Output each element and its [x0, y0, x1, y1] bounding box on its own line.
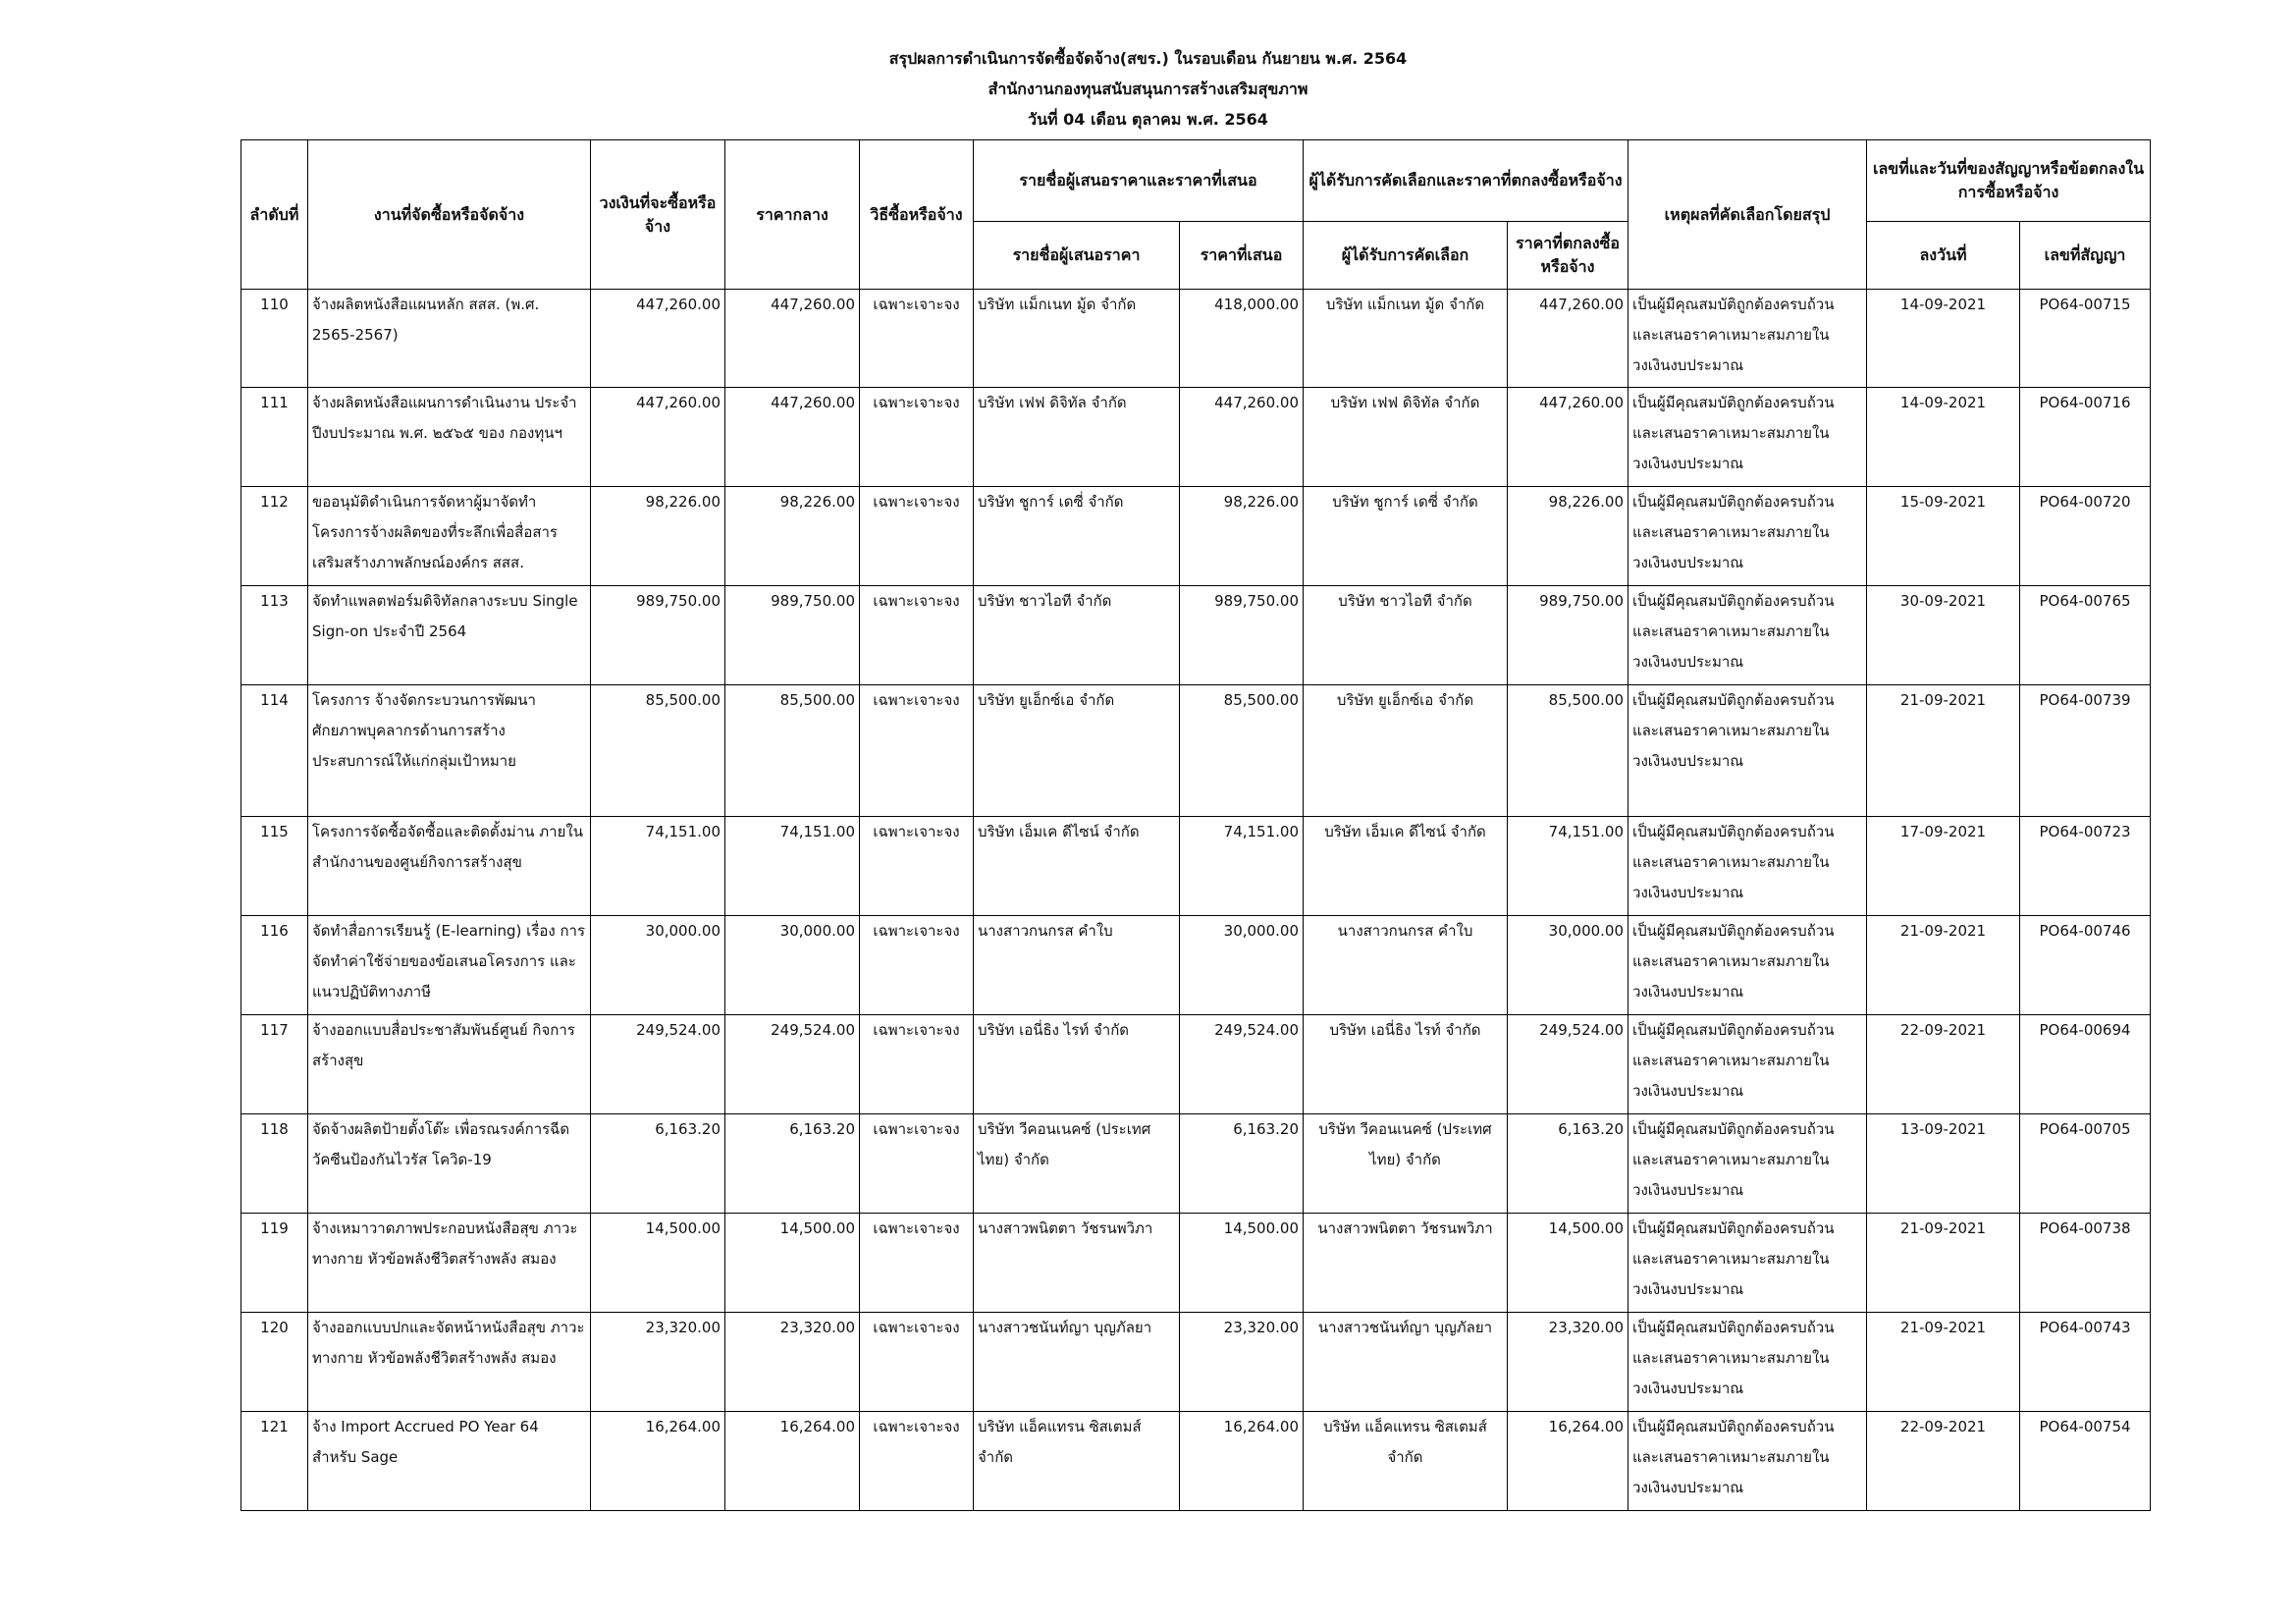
budget-amount: 447,260.00 [591, 290, 725, 388]
selection-reason: เป็นผู้มีคุณสมบัติถูกต้องครบถ้วน และเสนอราคาเหมาะสมภายใน วงเงินงบประมาณ [1629, 1015, 1867, 1114]
median-price: 249,524.00 [725, 1015, 860, 1114]
winner-name: บริษัท ชาวไอที จำกัด [1304, 586, 1508, 685]
agreed-price: 85,500.00 [1508, 685, 1629, 817]
procurement-method: เฉพาะเจาะจง [860, 487, 974, 586]
median-price: 74,151.00 [725, 817, 860, 916]
bid-price: 85,500.00 [1180, 685, 1304, 817]
agency-name: สำนักงานกองทุนสนับสนุนการสร้างเสริมสุขภาพ [988, 80, 1308, 98]
bid-price: 6,163.20 [1180, 1114, 1304, 1214]
col-no-header: ลำดับที่ [241, 140, 308, 290]
contract-number: PO64-00754 [2020, 1412, 2151, 1511]
contract-date: 14-09-2021 [1867, 290, 2020, 388]
row-number: 115 [241, 817, 308, 916]
table-row [241, 586, 2151, 685]
procurement-method: เฉพาะเจาะจง [860, 1114, 974, 1214]
contract-date: 15-09-2021 [1867, 487, 2020, 586]
table-body [241, 290, 2151, 1511]
document-header [0, 43, 2296, 135]
table-row [241, 817, 2151, 916]
contract-date: 30-09-2021 [1867, 586, 2020, 685]
median-price: 98,226.00 [725, 487, 860, 586]
winner-name: บริษัท ยูเอ็กซ์เอ จำกัด [1304, 685, 1508, 817]
col-budget-header: วงเงินที่จะซื้อหรือจ้าง [591, 140, 725, 290]
task-description: ขออนุมัติดำเนินการจัดหาผู้มาจัดทำ โครงการจ้างผลิตของที่ระลึกเพื่อสื่อสาร เสริมสร้างภาพลักษณ์องค์กร สสส. [308, 487, 591, 586]
agreed-price: 23,320.00 [1508, 1313, 1629, 1412]
agreed-price: 249,524.00 [1508, 1015, 1629, 1114]
agreed-price: 74,151.00 [1508, 817, 1629, 916]
winner-name: บริษัท แอ็คแทรน ซิสเตมส์ จำกัด [1304, 1412, 1508, 1511]
col-bid-price-header: ราคาที่เสนอ [1180, 222, 1304, 290]
selection-reason: เป็นผู้มีคุณสมบัติถูกต้องครบถ้วน และเสนอราคาเหมาะสมภายใน วงเงินงบประมาณ [1629, 586, 1867, 685]
col-contract-group-header: เลขที่และวันที่ของสัญญาหรือข้อตกลงในการซื้อหรือจ้าง [1867, 140, 2151, 222]
bidder-name: นางสาวกนกรส คำใบ [974, 916, 1180, 1015]
bid-price: 447,260.00 [1180, 388, 1304, 487]
report-title: สรุปผลการดำเนินการจัดซื้อจัดจ้าง(สขร.) ในรอบเดือน กันยายน พ.ศ. 2564 [888, 49, 1408, 68]
agreed-price: 16,264.00 [1508, 1412, 1629, 1511]
winner-name: บริษัท เฟฟ ดิจิทัล จำกัด [1304, 388, 1508, 487]
task-description: จ้างออกแบบปกและจัดหน้าหนังสือสุข ภาวะทางกาย หัวข้อพลังชีวิตสร้างพลัง สมอง [308, 1313, 591, 1412]
budget-amount: 23,320.00 [591, 1313, 725, 1412]
task-description: จ้าง Import Accrued PO Year 64 สำหรับ Sage [308, 1412, 591, 1511]
bid-price: 989,750.00 [1180, 586, 1304, 685]
procurement-method: เฉพาะเจาะจง [860, 916, 974, 1015]
bidder-name: บริษัท วีคอนเนคซ์ (ประเทศ ไทย) จำกัด [974, 1114, 1180, 1214]
procurement-method: เฉพาะเจาะจง [860, 586, 974, 685]
budget-amount: 85,500.00 [591, 685, 725, 817]
report-date: วันที่ 04 เดือน ตุลาคม พ.ศ. 2564 [1028, 110, 1268, 129]
contract-date: 21-09-2021 [1867, 1313, 2020, 1412]
winner-name: นางสาวกนกรส คำใบ [1304, 916, 1508, 1015]
selection-reason: เป็นผู้มีคุณสมบัติถูกต้องครบถ้วน และเสนอราคาเหมาะสมภายใน วงเงินงบประมาณ [1629, 1114, 1867, 1214]
bidder-name: บริษัท แอ็คแทรน ซิสเตมส์ จำกัด [974, 1412, 1180, 1511]
table-row [241, 290, 2151, 388]
row-number: 116 [241, 916, 308, 1015]
contract-number: PO64-00765 [2020, 586, 2151, 685]
procurement-method: เฉพาะเจาะจง [860, 388, 974, 487]
row-number: 119 [241, 1214, 308, 1313]
budget-amount: 98,226.00 [591, 487, 725, 586]
contract-number: PO64-00746 [2020, 916, 2151, 1015]
winner-name: นางสาวชนันท์ญา บุญภัลยา [1304, 1313, 1508, 1412]
budget-amount: 14,500.00 [591, 1214, 725, 1313]
row-number: 117 [241, 1015, 308, 1114]
winner-name: บริษัท เอนี่ธิง ไรท์ จำกัด [1304, 1015, 1508, 1114]
agreed-price: 6,163.20 [1508, 1114, 1629, 1214]
bid-price: 74,151.00 [1180, 817, 1304, 916]
median-price: 14,500.00 [725, 1214, 860, 1313]
budget-amount: 6,163.20 [591, 1114, 725, 1214]
bidder-name: บริษัท เอ็มเค ดีไซน์ จำกัด [974, 817, 1180, 916]
median-price: 989,750.00 [725, 586, 860, 685]
bid-price: 30,000.00 [1180, 916, 1304, 1015]
procurement-method: เฉพาะเจาะจง [860, 1313, 974, 1412]
procurement-table [240, 139, 2151, 1511]
contract-number: PO64-00705 [2020, 1114, 2151, 1214]
col-contract-no-header: เลขที่สัญญา [2020, 222, 2151, 290]
col-method-header: วิธีซื้อหรือจ้าง [860, 140, 974, 290]
procurement-method: เฉพาะเจาะจง [860, 1214, 974, 1313]
table-row [241, 1114, 2151, 1214]
budget-amount: 74,151.00 [591, 817, 725, 916]
table-row [241, 388, 2151, 487]
table-row [241, 1214, 2151, 1313]
winner-name: บริษัท เอ็มเค ดีไซน์ จำกัด [1304, 817, 1508, 916]
col-winner-group-header: ผู้ได้รับการคัดเลือกและราคาที่ตกลงซื้อหรือจ้าง [1304, 140, 1629, 222]
bidder-name: บริษัท เอนี่ธิง ไรท์ จำกัด [974, 1015, 1180, 1114]
median-price: 447,260.00 [725, 290, 860, 388]
contract-date: 21-09-2021 [1867, 1214, 2020, 1313]
procurement-method: เฉพาะเจาะจง [860, 1412, 974, 1511]
budget-amount: 16,264.00 [591, 1412, 725, 1511]
contract-date: 13-09-2021 [1867, 1114, 2020, 1214]
contract-number: PO64-00723 [2020, 817, 2151, 916]
table-row [241, 916, 2151, 1015]
median-price: 447,260.00 [725, 388, 860, 487]
bidder-name: บริษัท เฟฟ ดิจิทัล จำกัด [974, 388, 1180, 487]
task-description: จัดจ้างผลิตป้ายตั้งโต๊ะ เพื่อรณรงค์การฉีด วัคซีนป้องกันไวรัส โควิด-19 [308, 1114, 591, 1214]
col-date-header: ลงวันที่ [1867, 222, 2020, 290]
contract-number: PO64-00720 [2020, 487, 2151, 586]
median-price: 30,000.00 [725, 916, 860, 1015]
col-task-header: งานที่จัดซื้อหรือจัดจ้าง [308, 140, 591, 290]
contract-date: 17-09-2021 [1867, 817, 2020, 916]
selection-reason: เป็นผู้มีคุณสมบัติถูกต้องครบถ้วน และเสนอราคาเหมาะสมภายใน วงเงินงบประมาณ [1629, 1412, 1867, 1511]
median-price: 85,500.00 [725, 685, 860, 817]
contract-number: PO64-00716 [2020, 388, 2151, 487]
agreed-price: 98,226.00 [1508, 487, 1629, 586]
col-reason-header: เหตุผลที่คัดเลือกโดยสรุป [1629, 140, 1867, 290]
bid-price: 249,524.00 [1180, 1015, 1304, 1114]
table-row [241, 1412, 2151, 1511]
row-number: 112 [241, 487, 308, 586]
bidder-name: นางสาวพนิตตา วัชรนพวิภา [974, 1214, 1180, 1313]
winner-name: บริษัท ชูการ์ เดซี่ จำกัด [1304, 487, 1508, 586]
col-agreed-price-header: ราคาที่ตกลงซื้อหรือจ้าง [1508, 222, 1629, 290]
row-number: 114 [241, 685, 308, 817]
table-row [241, 487, 2151, 586]
bid-price: 98,226.00 [1180, 487, 1304, 586]
selection-reason: เป็นผู้มีคุณสมบัติถูกต้องครบถ้วน และเสนอราคาเหมาะสมภายใน วงเงินงบประมาณ [1629, 1313, 1867, 1412]
bidder-name: บริษัท ชาวไอที จำกัด [974, 586, 1180, 685]
row-number: 113 [241, 586, 308, 685]
selection-reason: เป็นผู้มีคุณสมบัติถูกต้องครบถ้วน และเสนอราคาเหมาะสมภายใน วงเงินงบประมาณ [1629, 1214, 1867, 1313]
winner-name: บริษัท แม็กเนท มู้ด จำกัด [1304, 290, 1508, 388]
row-number: 110 [241, 290, 308, 388]
selection-reason: เป็นผู้มีคุณสมบัติถูกต้องครบถ้วน และเสนอราคาเหมาะสมภายใน วงเงินงบประมาณ [1629, 487, 1867, 586]
selection-reason: เป็นผู้มีคุณสมบัติถูกต้องครบถ้วน และเสนอราคาเหมาะสมภายใน วงเงินงบประมาณ [1629, 290, 1867, 388]
selection-reason: เป็นผู้มีคุณสมบัติถูกต้องครบถ้วน และเสนอราคาเหมาะสมภายใน วงเงินงบประมาณ [1629, 388, 1867, 487]
agreed-price: 447,260.00 [1508, 290, 1629, 388]
bid-price: 23,320.00 [1180, 1313, 1304, 1412]
task-description: จ้างผลิตหนังสือแผนหลัก สสส. (พ.ศ. 2565-2567) [308, 290, 591, 388]
selection-reason: เป็นผู้มีคุณสมบัติถูกต้องครบถ้วน และเสนอราคาเหมาะสมภายใน วงเงินงบประมาณ [1629, 916, 1867, 1015]
col-bidders-group-header: รายชื่อผู้เสนอราคาและราคาที่เสนอ [974, 140, 1304, 222]
col-bidder-name-header: รายชื่อผู้เสนอราคา [974, 222, 1180, 290]
contract-date: 21-09-2021 [1867, 916, 2020, 1015]
task-description: จัดทำแพลตฟอร์มดิจิทัลกลางระบบ Single Sign-on ประจำปี 2564 [308, 586, 591, 685]
contract-number: PO64-00743 [2020, 1313, 2151, 1412]
bidder-name: บริษัท แม็กเนท มู้ด จำกัด [974, 290, 1180, 388]
contract-date: 22-09-2021 [1867, 1015, 2020, 1114]
selection-reason: เป็นผู้มีคุณสมบัติถูกต้องครบถ้วน และเสนอราคาเหมาะสมภายใน วงเงินงบประมาณ [1629, 685, 1867, 817]
task-description: โครงการ จ้างจัดกระบวนการพัฒนา ศักยภาพบุคลากรด้านการสร้าง ประสบการณ์ให้แก่กลุ่มเป้าหมาย [308, 685, 591, 817]
budget-amount: 447,260.00 [591, 388, 725, 487]
budget-amount: 249,524.00 [591, 1015, 725, 1114]
bid-price: 14,500.00 [1180, 1214, 1304, 1313]
agreed-price: 447,260.00 [1508, 388, 1629, 487]
table-row [241, 685, 2151, 817]
bid-price: 16,264.00 [1180, 1412, 1304, 1511]
contract-date: 14-09-2021 [1867, 388, 2020, 487]
row-number: 120 [241, 1313, 308, 1412]
contract-number: PO64-00715 [2020, 290, 2151, 388]
bidder-name: นางสาวชนันท์ญา บุญภัลยา [974, 1313, 1180, 1412]
task-description: จ้างเหมาวาดภาพประกอบหนังสือสุข ภาวะทางกาย หัวข้อพลังชีวิตสร้างพลัง สมอง [308, 1214, 591, 1313]
bidder-name: บริษัท ชูการ์ เดซี่ จำกัด [974, 487, 1180, 586]
agreed-price: 989,750.00 [1508, 586, 1629, 685]
contract-number: PO64-00739 [2020, 685, 2151, 817]
winner-name: บริษัท วีคอนเนคซ์ (ประเทศ ไทย) จำกัด [1304, 1114, 1508, 1214]
table-row [241, 1313, 2151, 1412]
bid-price: 418,000.00 [1180, 290, 1304, 388]
agreed-price: 30,000.00 [1508, 916, 1629, 1015]
procurement-method: เฉพาะเจาะจง [860, 1015, 974, 1114]
row-number: 121 [241, 1412, 308, 1511]
table-row [241, 1015, 2151, 1114]
budget-amount: 989,750.00 [591, 586, 725, 685]
task-description: จัดทำสื่อการเรียนรู้ (E-learning) เรื่อง การจัดทำค่าใช้จ่ายของข้อเสนอโครงการ และแนวปฏิบัติทางภาษี [308, 916, 591, 1015]
procurement-method: เฉพาะเจาะจง [860, 685, 974, 817]
col-median-header: ราคากลาง [725, 140, 860, 290]
median-price: 6,163.20 [725, 1114, 860, 1214]
contract-number: PO64-00694 [2020, 1015, 2151, 1114]
median-price: 23,320.00 [725, 1313, 860, 1412]
procurement-method: เฉพาะเจาะจง [860, 817, 974, 916]
row-number: 111 [241, 388, 308, 487]
task-description: จ้างออกแบบสื่อประชาสัมพันธ์ศูนย์ กิจการสร้างสุข [308, 1015, 591, 1114]
task-description: จ้างผลิตหนังสือแผนการดำเนินงาน ประจำปีงบประมาณ พ.ศ. ๒๕๖๕ ของ กองทุนฯ [308, 388, 591, 487]
budget-amount: 30,000.00 [591, 916, 725, 1015]
selection-reason: เป็นผู้มีคุณสมบัติถูกต้องครบถ้วน และเสนอราคาเหมาะสมภายใน วงเงินงบประมาณ [1629, 817, 1867, 916]
bidder-name: บริษัท ยูเอ็กซ์เอ จำกัด [974, 685, 1180, 817]
task-description: โครงการจัดซื้อจัดซื้อและติดตั้งม่าน ภายในสำนักงานของศูนย์กิจการสร้างสุข [308, 817, 591, 916]
median-price: 16,264.00 [725, 1412, 860, 1511]
contract-date: 21-09-2021 [1867, 685, 2020, 817]
col-winner-name-header: ผู้ได้รับการคัดเลือก [1304, 222, 1508, 290]
row-number: 118 [241, 1114, 308, 1214]
contract-date: 22-09-2021 [1867, 1412, 2020, 1511]
contract-number: PO64-00738 [2020, 1214, 2151, 1313]
agreed-price: 14,500.00 [1508, 1214, 1629, 1313]
procurement-method: เฉพาะเจาะจง [860, 290, 974, 388]
winner-name: นางสาวพนิตตา วัชรนพวิภา [1304, 1214, 1508, 1313]
